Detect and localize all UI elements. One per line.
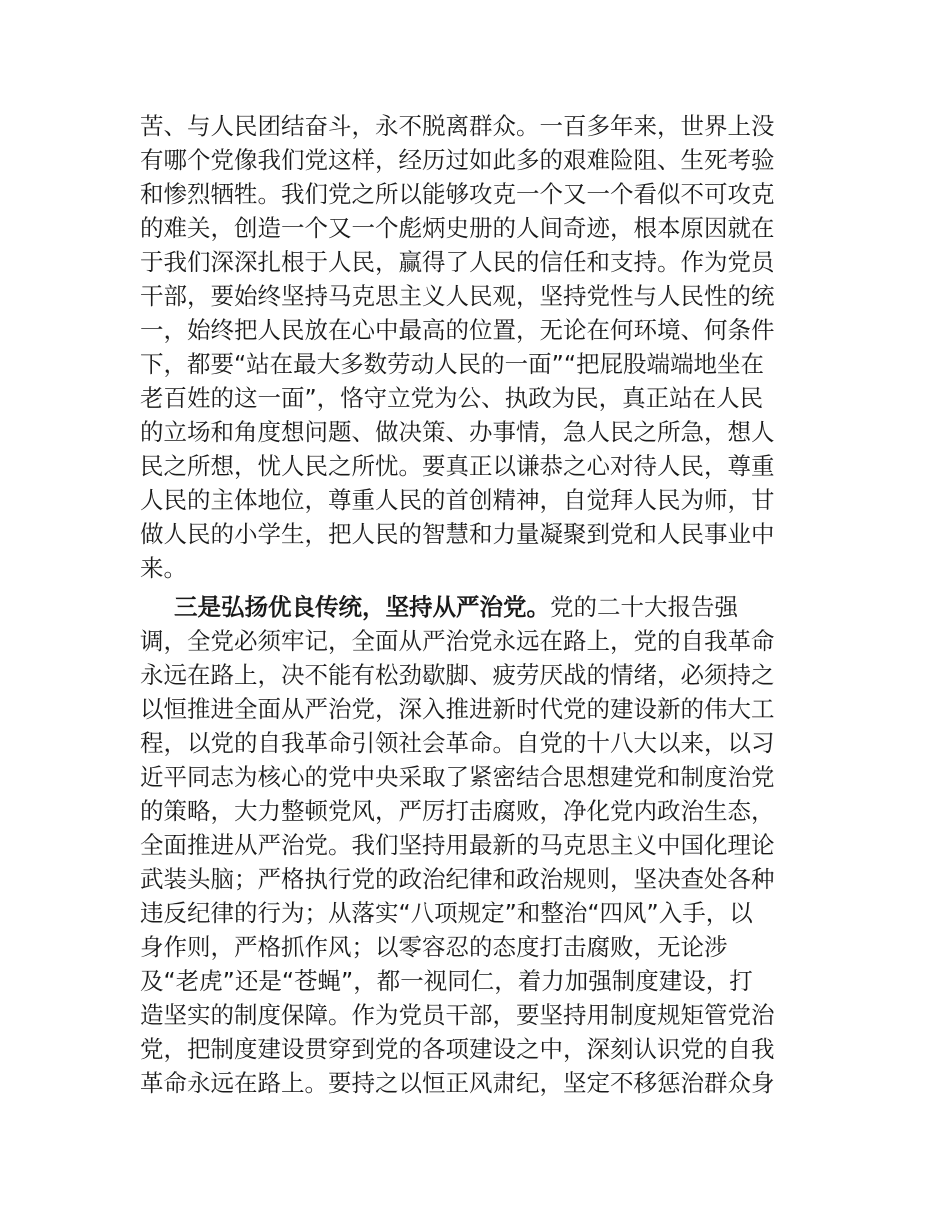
- text-line: 于我们深深扎根于人民，赢得了人民的信任和支持。作为党员: [140, 248, 775, 276]
- text-line: 有哪个党像我们党这样，经历过如此多的艰难险阻、生死考验: [140, 146, 775, 174]
- text-line: 革命永远在路上。要持之以恒正风肃纪，坚定不移惩治群众身: [140, 1069, 775, 1097]
- text-line: 程，以党的自我革命引领社会革命。自党的十八大以来，以习: [140, 729, 775, 757]
- text-line: 的难关，创造一个又一个彪炳史册的人间奇迹，根本原因就在: [140, 214, 775, 242]
- text-line: 以恒推进全面从严治党，深入推进新时代党的建设新的伟大工: [140, 695, 775, 723]
- text-line: 干部，要始终坚持马克思主义人民观，坚持党性与人民性的统: [140, 282, 775, 310]
- text-line: 下，都要“站在最大多数劳动人民的一面”“把屁股端端地坐在: [140, 350, 765, 378]
- text-line: 全面推进从严治党。我们坚持用最新的马克思主义中国化理论: [140, 831, 775, 859]
- text-line: 和惨烈牺牲。我们党之所以能够攻克一个又一个看似不可攻克: [140, 180, 775, 208]
- text-line: 来。: [140, 554, 187, 582]
- heading-continuation: 党的二十大报告强: [550, 593, 738, 621]
- text-line-first: [140, 590, 812, 624]
- section-heading: 三是弘扬优良传统，坚持从严治党。: [174, 593, 550, 621]
- text-line: 人民的主体地位，尊重人民的首创精神，自觉拜人民为师，甘: [140, 486, 775, 514]
- text-line: 及“老虎”还是“苍蝇”，都一视同仁，着力加强制度建设，打: [140, 967, 753, 995]
- text-line: 造坚实的制度保障。作为党员干部，要坚持用制度规矩管党治: [140, 1001, 775, 1029]
- text-line: 永远在路上，决不能有松劲歇脚、疲劳厌战的情绪，必须持之: [140, 661, 775, 689]
- text-line: 老百姓的这一面”，恪守立党为公、执政为民，真正站在人民: [140, 384, 764, 412]
- text-line: 一，始终把人民放在心中最高的位置，无论在何环境、何条件: [140, 316, 775, 344]
- text-line: 近平同志为核心的党中央采取了紧密结合思想建党和制度治党: [140, 763, 775, 791]
- paragraph-people-centered: [140, 109, 812, 585]
- text-line: 党，把制度建设贯穿到党的各项建设之中，深刻认识党的自我: [140, 1035, 775, 1063]
- text-line: 调，全党必须牢记，全面从严治党永远在路上，党的自我革命: [140, 627, 775, 655]
- text-line: 武装头脑；严格执行党的政治纪律和政治规则，坚决查处各种: [140, 865, 775, 893]
- paragraph-strict-governance: [140, 590, 812, 1100]
- text-line: 做人民的小学生，把人民的智慧和力量凝聚到党和人民事业中: [140, 520, 775, 548]
- text-line: 苦、与人民团结奋斗，永不脱离群众。一百多年来，世界上没: [140, 112, 775, 140]
- text-line: 身作则，严格抓作风；以零容忍的态度打击腐败，无论涉: [140, 933, 728, 961]
- text-line: 的策略，大力整顿党风，严厉打击腐败，净化党内政治生态，: [140, 797, 775, 825]
- text-line: 民之所想，忧人民之所忧。要真正以谦恭之心对待人民，尊重: [140, 452, 775, 480]
- text-line: 的立场和角度想问题、做决策、办事情，急人民之所急，想人: [140, 418, 775, 446]
- text-line: 违反纪律的行为；从落实“八项规定”和整治“四风”入手，以: [140, 899, 753, 927]
